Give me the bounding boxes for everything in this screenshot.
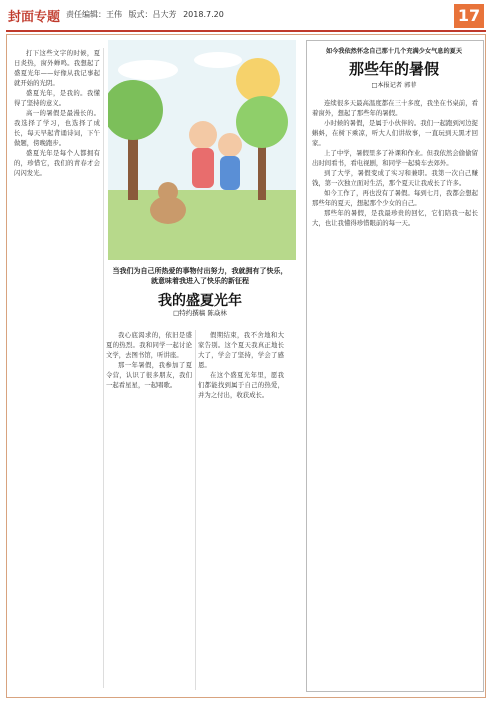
page-number: 17 xyxy=(454,4,484,28)
summer-illustration xyxy=(108,40,296,260)
article1-kicker: 当我们为自己所热爱的事物付出努力，我就拥有了快乐，就意味着我进入了快乐的新征程 xyxy=(112,267,288,285)
issue-date: 2018.7.20 xyxy=(183,10,224,19)
paragraph: 到了大学，暑假变成了实习和兼职。我第一次自己赚钱，第一次独立面对生活，那个夏天让我成长了许多。 xyxy=(312,169,478,187)
article2-title: 那些年的暑假 xyxy=(348,60,439,78)
article1-title: 我的盛夏光年 xyxy=(158,293,242,309)
article1-author: □特约撰稿 陈焱林 xyxy=(173,309,227,317)
article2-body xyxy=(312,98,478,688)
designer-credit: 版式：吕大芳 xyxy=(128,10,177,19)
page-meta xyxy=(66,9,228,20)
paragraph: 如今工作了，再也没有了暑假。每到七月，我都会想起那些年的夏天，想起那个少女的自己。 xyxy=(312,189,478,207)
page-header xyxy=(0,0,492,36)
paragraph: 盛夏光年是每个人都拥有的，珍惜它，我们的青春才会闪闪发光。 xyxy=(14,149,100,177)
paragraph: 高一的暑假是最漫长的。我选择了学习，也选择了成长，每天早起背诵诗词，下午做题，傍晚跑步。 xyxy=(14,109,100,147)
paragraph: 在这个盛夏光年里，愿我们都能找到属于自己的热爱，并为之付出，收获成长。 xyxy=(198,371,284,399)
column-divider xyxy=(103,48,104,688)
article1-column-2 xyxy=(106,330,192,690)
paragraph: 小时候的暑假，是属于小伙伴的。我们一起跑到河边捉蝌蚪，在树下乘凉，听大人们讲故事，一直玩到天黑才回家。 xyxy=(312,119,478,147)
paragraph: 盛夏光年，是我的。我懂得了坚持的意义。 xyxy=(14,89,100,107)
paragraph: 那些年的暑假，是我最珍贵的回忆，它们陪我一起长大，也让我懂得珍惜眼前的每一天。 xyxy=(312,209,478,227)
paragraph: 打下这些文字的时候，夏日炎热，窗外蝉鸣。我想起了盛夏光年——好像从我记事起就开始的光阴。 xyxy=(14,49,100,87)
editor-credit: 责任编辑：王伟 xyxy=(66,10,122,19)
section-title: 封面专题 xyxy=(8,10,61,25)
paragraph: 我心底渴求的，依旧是盛夏的热烈。我和同学一起讨论文学，去图书馆，听讲座。 xyxy=(106,331,192,359)
column-divider xyxy=(195,330,196,690)
article1-column-3 xyxy=(198,330,284,690)
paragraph: 假期结束，我不舍地和大家告别。这个夏天我真正地长大了，学会了坚持，学会了感恩。 xyxy=(198,331,284,369)
paragraph: 上了中学，暑假里多了补课和作业。但我依然会偷偷留出时间看书，看电视剧，和同学一起骑车去郊外。 xyxy=(312,149,478,167)
header-rule xyxy=(6,30,486,32)
paragraph: 连续很多天最高温度都在三十多度，我坐在书桌前，看着窗外，想起了那些年的暑假。 xyxy=(312,99,478,117)
article2-author: □本报记者 郭菲 xyxy=(371,82,417,89)
article2-kicker: 如今我依然怀念自己那十几个充满少女气息的夏天 xyxy=(325,48,463,55)
paragraph: 那一年暑假，我参加了夏令营，认识了很多朋友，我们一起看星星，一起唱歌。 xyxy=(106,361,192,389)
article1-column-1 xyxy=(14,48,100,688)
